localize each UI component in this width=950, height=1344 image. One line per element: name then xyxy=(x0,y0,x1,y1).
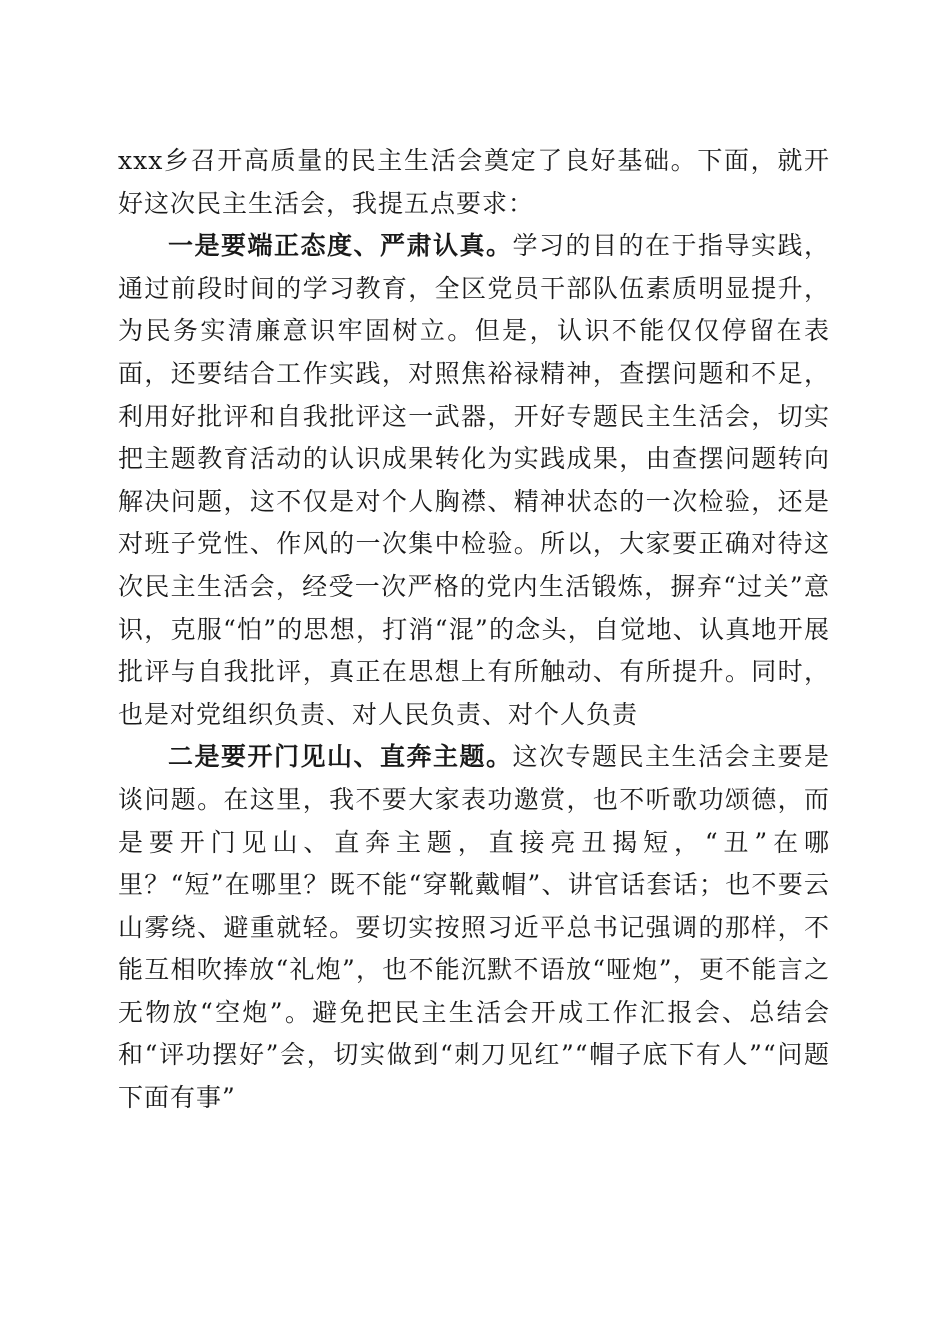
document-body xyxy=(118,140,830,1120)
paragraph-text: 这次专题民主生活会主要是谈问题。在这里，我不要大家表功邀赏，也不听歌功颂德，而是要开门见山、直奔主题，直接亮丑揭短，“丑”在哪里？“短”在哪里？既不能“穿靴戴帽”、讲官话套话；也不要云山雾绕、避重就轻。要切实按照习近平总书记强调的那样，不能互相吹捧放“礼炮”，也不能沉默不语放“哑炮”，更不能言之无物放“空炮”。避免把民主生活会开成工作汇报会、总结会和“评功摆好”会，切实做到“刺刀见红”“帽子底下有人”“问题下面有事” xyxy=(118,742,830,1113)
paragraph-text: xxx乡召开高质量的民主生活会奠定了良好基础。下面，就开好这次民主生活会，我提五点要求： xyxy=(118,146,830,218)
paragraph-text: 学习的目的在于指导实践，通过前段时间的学习教育，全区党员干部队伍素质明显提升，为民务实清廉意识牢固树立。但是，认识不能仅仅停留在表面，还要结合工作实践，对照焦裕禄精神，查摆问题和不足，利用好批评和自我批评这一武器，开好专题民主生活会，切实把主题教育活动的认识成果转化为实践成果，由查摆问题转向解决问题，这不仅是对个人胸襟、精神状态的一次检验，还是对班子党性、作风的一次集中检验。所以，大家要正确对待这次民主生活会，经受一次严格的党内生活锻炼，摒弃“过关”意识，克服“怕”的思想，打消“混”的念头，自觉地、认真地开展批评与自我批评，真正在思想上有所触动、有所提升。同时，也是对党组织负责、对人民负责、对个人负责 xyxy=(118,231,830,729)
paragraph-requirement-2 xyxy=(118,736,830,1119)
paragraph-lead: 一是要端正态度、严肃认真。 xyxy=(168,231,513,261)
paragraph-intro xyxy=(118,140,830,225)
paragraph-requirement-1 xyxy=(118,225,830,736)
paragraph-lead: 二是要开门见山、直奔主题。 xyxy=(168,742,513,772)
